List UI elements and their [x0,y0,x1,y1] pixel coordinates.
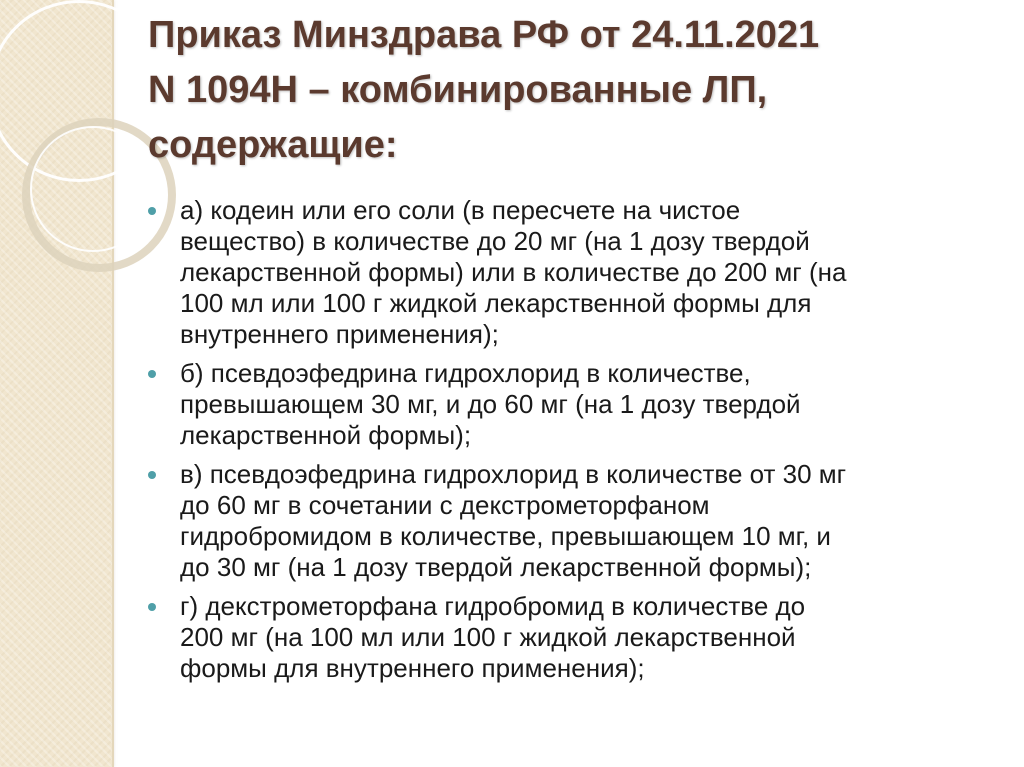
bullet-line: гидробромидом в количестве, превышающем 10 мг, и [180,521,831,551]
bullet-item-d [148,591,998,684]
bullet-line: формы для внутреннего применения); [180,653,645,683]
bullet-text [180,195,998,350]
bullet-dot-icon [148,207,156,215]
bullet-dot-icon [148,603,156,611]
bullet-item-b [148,358,998,451]
bullet-text [180,459,998,583]
bullet-line: лекарственной формы); [180,420,472,450]
bullet-line: г) декстрометорфана гидробромид в количестве до [180,591,806,621]
bullet-line: внутреннего применения); [180,319,499,349]
bullet-line: а) кодеин или его соли (в пересчете на чистое [180,195,741,225]
bullet-line: до 30 мг (на 1 дозу твердой лекарственной формы); [180,552,812,582]
title-line: N 1094Н – комбинированные ЛП, [148,69,768,111]
decorative-ring-highlight [30,126,156,252]
bullet-list [148,195,998,692]
slide-title [148,8,1008,173]
bullet-line: вещество) в количестве до 20 мг (на 1 дозу твердой [180,226,810,256]
bullet-line: лекарственной формы) или в количестве до 200 мг (на [180,257,847,287]
bullet-line: превышающем 30 мг, и до 60 мг (на 1 дозу твердой [180,389,801,419]
bullet-text [180,358,998,451]
bullet-line: до 60 мг в сочетании с декстрометорфаном [180,490,710,520]
bullet-text [180,591,998,684]
title-line: содержащие: [148,124,398,166]
title-line: Приказ Минздрава РФ от 24.11.2021 [148,14,820,56]
bullet-line: б) псевдоэфедрина гидрохлорид в количестве, [180,358,751,388]
bullet-line: 200 мг (на 100 мл или 100 г жидкой лекарственной [180,622,796,652]
bullet-dot-icon [148,471,156,479]
bullet-item-c [148,459,998,583]
bullet-line: 100 мл или 100 г жидкой лекарственной формы для [180,288,812,318]
bullet-dot-icon [148,370,156,378]
bullet-item-a [148,195,998,350]
bullet-line: в) псевдоэфедрина гидрохлорид в количестве от 30 мг [180,459,847,489]
